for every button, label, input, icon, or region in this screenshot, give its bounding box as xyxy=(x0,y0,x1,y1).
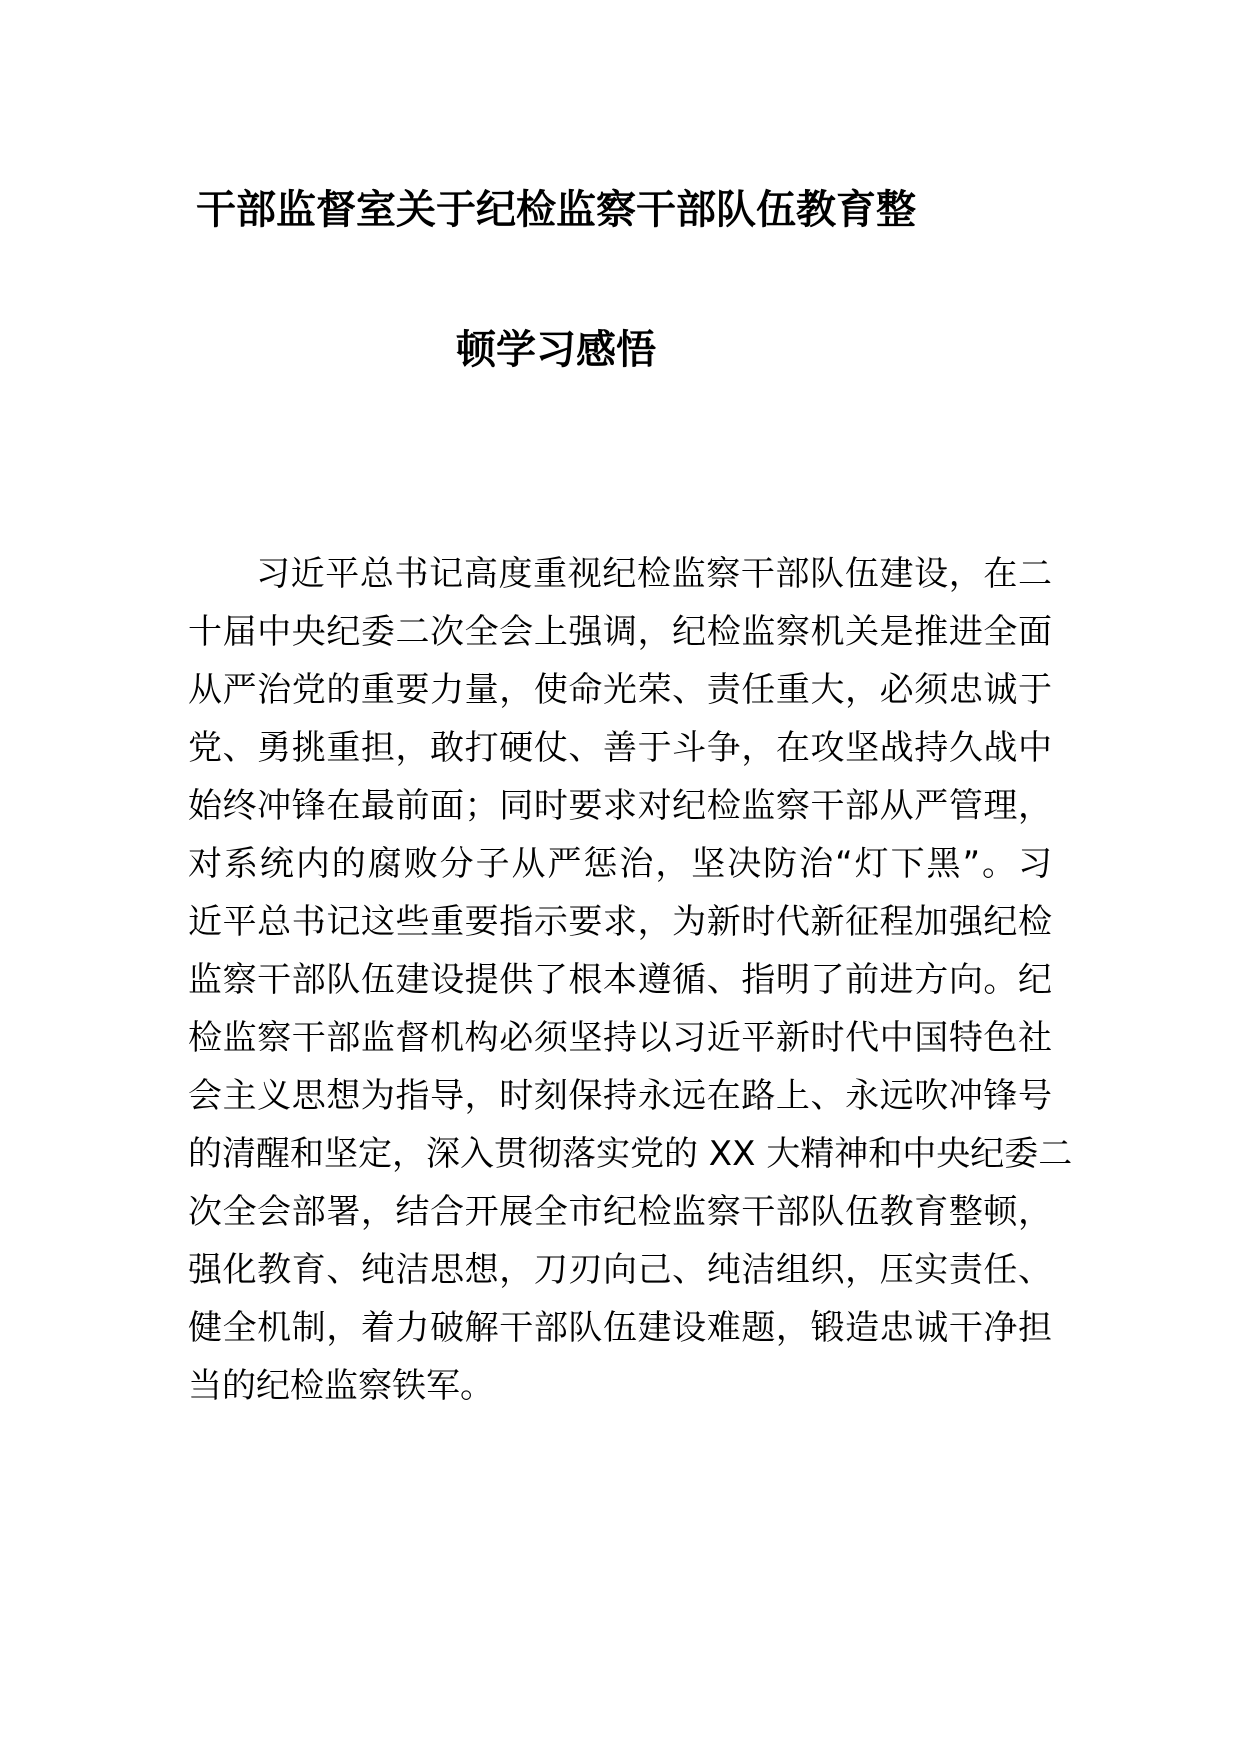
paragraph-line: 习近平总书记高度重视纪检监察干部队伍建设，在二 xyxy=(256,554,1052,594)
paragraph-line: 监察干部队伍建设提供了根本遵循、指明了前进方向。纪 xyxy=(188,960,1052,1000)
paragraph-line: 的清醒和坚定，深入贯彻落实党的 XX 大精神和中央纪委二 xyxy=(188,1134,1073,1174)
document-title-line-2: 顿学习感悟 xyxy=(456,327,656,373)
paragraph-line: 检监察干部监督机构必须坚持以习近平新时代中国特色社 xyxy=(188,1018,1052,1058)
paragraph-line: 会主义思想为指导，时刻保持永远在路上、永远吹冲锋号 xyxy=(188,1076,1052,1116)
paragraph-line: 从严治党的重要力量，使命光荣、责任重大，必须忠诚于 xyxy=(188,670,1052,710)
paragraph-line: 近平总书记这些重要指示要求，为新时代新征程加强纪检 xyxy=(188,902,1052,942)
paragraph-line: 党、勇挑重担，敢打硬仗、善于斗争，在攻坚战持久战中 xyxy=(188,728,1052,768)
paragraph-line: 健全机制，着力破解干部队伍建设难题，锻造忠诚干净担 xyxy=(188,1308,1052,1348)
body-paragraph xyxy=(188,545,1073,1415)
document-title-line-1: 干部监督室关于纪检监察干部队伍教育整 xyxy=(196,187,916,233)
paragraph-line: 当的纪检监察铁军。 xyxy=(188,1366,494,1406)
paragraph-line: 十届中央纪委二次全会上强调，纪检监察机关是推进全面 xyxy=(188,612,1052,652)
paragraph-line: 强化教育、纯洁思想，刀刃向己、纯洁组织，压实责任、 xyxy=(188,1250,1052,1290)
paragraph-line: 次全会部署，结合开展全市纪检监察干部队伍教育整顿， xyxy=(188,1192,1052,1232)
paragraph-line: 始终冲锋在最前面；同时要求对纪检监察干部从严管理， xyxy=(188,786,1052,826)
paragraph-line: 对系统内的腐败分子从严惩治，坚决防治“灯下黑”。习 xyxy=(188,844,1052,884)
